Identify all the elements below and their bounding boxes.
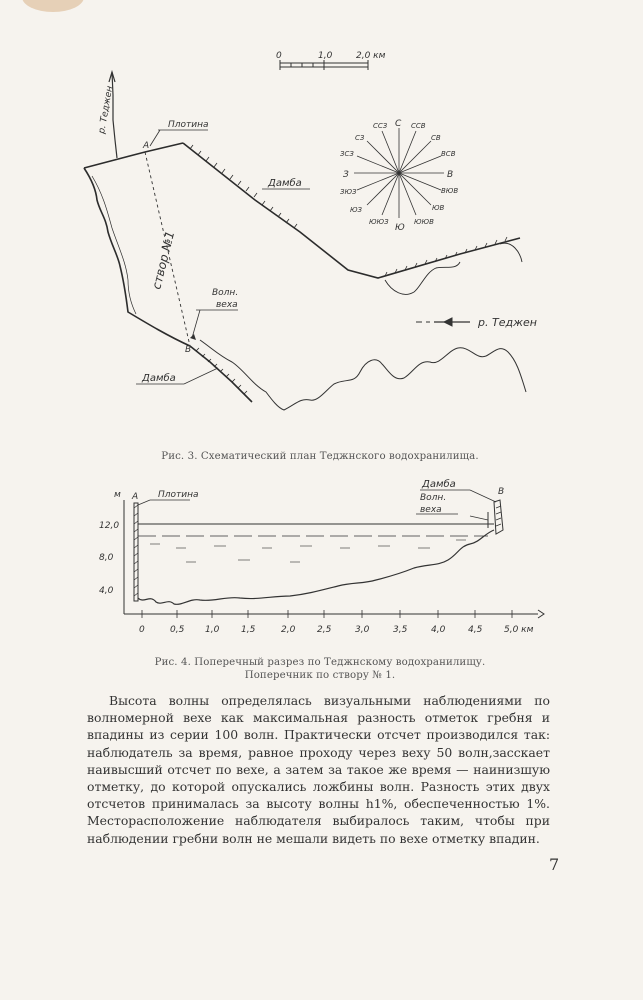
y-tick-8: 8,0: [99, 553, 114, 563]
compass-n: С: [395, 119, 402, 129]
river-upper-label: р. Теджен: [97, 85, 116, 135]
x-tick-4-0: 4,0: [431, 625, 446, 635]
wave-pole-label-2: веха: [216, 300, 238, 310]
scale-end: 2,0 км: [356, 51, 386, 61]
x-tick-0-5: 0,5: [170, 625, 185, 635]
dike-upper-label: Дамба: [268, 178, 302, 189]
wave-pole-label-1: Волн.: [212, 288, 239, 298]
y-tick-12: 12,0: [99, 521, 120, 531]
dam-label: Плотина: [168, 120, 209, 130]
section-wave-pole-1: Волн.: [420, 493, 447, 503]
figure-4-caption-line2: Поперечник по створу № 1.: [244, 670, 396, 681]
compass-yu: Ю: [395, 223, 405, 233]
x-tick-4-5: 4,5: [468, 625, 483, 635]
compass-sv: СВ: [431, 134, 441, 142]
figure-3-caption: Рис. 3. Схематический план Теджнского водохранилища.: [161, 451, 479, 462]
y-unit-label: м: [114, 490, 121, 500]
reservoir-outline: [84, 143, 522, 402]
compass-sz: СЗ: [355, 134, 365, 142]
compass-ssv: ССВ: [411, 122, 426, 130]
y-tick-4: 4,0: [99, 586, 114, 596]
scale-bar: [280, 60, 368, 70]
compass-zsz: ЗСЗ: [340, 150, 354, 158]
compass-vyuv: ВЮВ: [441, 187, 459, 195]
page-number: 7: [549, 855, 560, 874]
stvor-label: створ №1: [149, 229, 178, 291]
dike-lower-label: Дамба: [142, 373, 176, 384]
x-tick-1-5: 1,5: [241, 625, 256, 635]
compass-zyuz: ЗЮЗ: [340, 188, 357, 196]
compass-yuyuv: ЮЮВ: [414, 218, 434, 226]
river-lower: [200, 318, 526, 410]
x-tick-1-0: 1,0: [205, 625, 220, 635]
section-point-a: А: [132, 492, 139, 502]
compass-ssz: ССЗ: [373, 122, 388, 130]
body-paragraph: Высота волны определялась визуальными наблюдениями по волномерной вехе как максимальная разность отметок гребня и впадины из серии 100 волн. Практически отсчет производился так: наблюдатель за время, равное проходу через веху 50 волн,засскает наивысший отсчет по вехе, а затем за такое же время — наинизшую отметку, до которой опускались ложбины волн. Разность этих двух отсчетов принималась за высоту волны h1%, обеспеченностью 1%. Месторасположение наблюдателя выбиралось таким, чтобы при наблюдении гребни волн не мешали видеть по вехе отметку впадин.: [87, 693, 550, 846]
compass-yuv: ЮВ: [432, 204, 445, 212]
section-dam-label: Плотина: [158, 490, 199, 500]
scale-mid: 1,0: [318, 51, 333, 61]
section-point-b: В: [498, 487, 505, 497]
figure-4-section: [124, 490, 544, 618]
x-tick-3-5: 3,5: [393, 625, 408, 635]
scale-zero: 0: [276, 51, 282, 61]
section-wave-pole-2: веха: [420, 505, 442, 515]
x-tick-2-5: 2,5: [317, 625, 332, 635]
x-tick-0: 0: [139, 625, 145, 635]
x-tick-2-0: 2,0: [281, 625, 296, 635]
x-tick-5-0: 5,0 км: [504, 625, 534, 635]
figure-4-caption-line1: Рис. 4. Поперечный разрез по Теджнскому водохранилищу.: [154, 657, 486, 668]
compass-yuyuz: ЮЮЗ: [369, 218, 389, 226]
x-tick-3-0: 3,0: [355, 625, 370, 635]
section-dike-label: Дамба: [422, 479, 456, 490]
figure-4-caption: [60, 656, 580, 682]
point-b-label: В: [185, 345, 192, 355]
compass-z: З: [343, 170, 349, 180]
point-a-label: А: [143, 141, 150, 151]
river-right-label: р. Теджен: [478, 316, 537, 329]
compass-v: В: [447, 170, 454, 180]
compass-yuz: ЮЗ: [350, 206, 363, 214]
compass-vsv: ВСВ: [441, 150, 456, 158]
